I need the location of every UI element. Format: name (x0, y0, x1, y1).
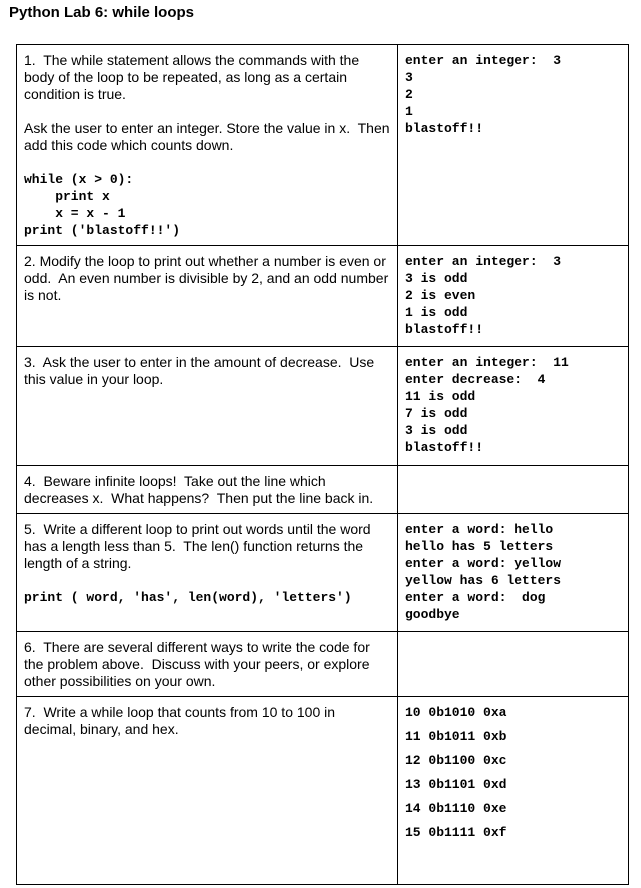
table-row (17, 246, 629, 347)
task-text: Ask the user to enter an integer. Store the value in x. Then add this code which counts down. (24, 120, 394, 153)
output-line: enter an integer: 3 (405, 53, 562, 68)
output-line: 3 is odd (405, 423, 468, 438)
task-text: 6. There are several different ways to write the code for the problem above. Discuss with your peers, or explore other possibilities on your own. (24, 639, 374, 689)
output-line: 2 is even (405, 288, 476, 303)
task-text: 5. Write a different loop to print out words until the word has a length less than 5. The len() function returns the length of a string. (24, 521, 375, 571)
task-text: 4. Beware infinite loops! Take out the line which decreases x. What happens? Then put the line back in. (24, 473, 374, 506)
output-line: 15 0b1111 0xf (405, 825, 507, 840)
output-cell (398, 514, 629, 632)
task-cell (17, 632, 398, 697)
output-line: enter an integer: 3 (405, 254, 562, 269)
output-line: blastoff!! (405, 440, 484, 455)
output-line: enter a word: hello (405, 522, 554, 537)
task-cell (17, 514, 398, 632)
output-cell (398, 632, 629, 697)
output-cell (398, 697, 629, 885)
table-row (17, 632, 629, 697)
task-cell (17, 466, 398, 514)
output-line: 11 is odd (405, 389, 476, 404)
output-line: 10 0b1010 0xa (405, 705, 507, 720)
output-line: 3 is odd (405, 271, 468, 286)
task-text: 3. Ask the user to enter in the amount of decrease. Use this value in your loop. (24, 354, 379, 387)
output-cell (398, 246, 629, 347)
task-text: 1. The while statement allows the commands with the body of the loop to be repeated, as long as a certain condition is true. (24, 52, 364, 102)
task-cell (17, 246, 398, 347)
table-row (17, 466, 629, 514)
task-cell (17, 697, 398, 885)
output-line: 13 0b1101 0xd (405, 777, 507, 792)
table-row (17, 514, 629, 632)
task-text: 7. Write a while loop that counts from 10 to 100 in decimal, binary, and hex. (24, 704, 339, 737)
output-line: 12 0b1100 0xc (405, 753, 507, 768)
code-line: x = x - 1 (24, 206, 126, 221)
output-line: enter an integer: 11 (405, 355, 569, 370)
output-line: yellow has 6 letters (405, 573, 562, 588)
output-line: goodbye (405, 607, 460, 622)
code-line: print ('blastoff!!') (24, 223, 181, 238)
output-line: 1 is odd (405, 305, 468, 320)
task-text: 2. Modify the loop to print out whether a number is even or odd. An even number is divisible by 2, and an odd number is not. (24, 253, 393, 303)
table-row (17, 347, 629, 466)
table-row (17, 697, 629, 885)
output-cell (398, 347, 629, 466)
output-cell (398, 466, 629, 514)
output-line: 11 0b1011 0xb (405, 729, 507, 744)
table-row (17, 45, 629, 246)
output-line: 7 is odd (405, 406, 468, 421)
code-line: print ( word, 'has', len(word), 'letters') (24, 590, 352, 605)
code-line: print x (24, 189, 110, 204)
code-line: while (x > 0): (24, 172, 134, 187)
output-line: enter decrease: 4 (405, 372, 546, 387)
output-line: enter a word: dog (405, 590, 546, 605)
task-cell (17, 347, 398, 466)
output-line: 3 (405, 70, 413, 85)
lab-table (16, 44, 629, 885)
output-line: hello has 5 letters (405, 539, 554, 554)
output-line: 2 (405, 87, 413, 102)
output-cell (398, 45, 629, 246)
output-line: blastoff!! (405, 322, 484, 337)
page-title: Python Lab 6: while loops (9, 4, 195, 21)
output-line: blastoff!! (405, 121, 484, 136)
output-line: 14 0b1110 0xe (405, 801, 507, 816)
output-line: enter a word: yellow (405, 556, 562, 571)
output-line: 1 (405, 104, 413, 119)
task-cell (17, 45, 398, 246)
